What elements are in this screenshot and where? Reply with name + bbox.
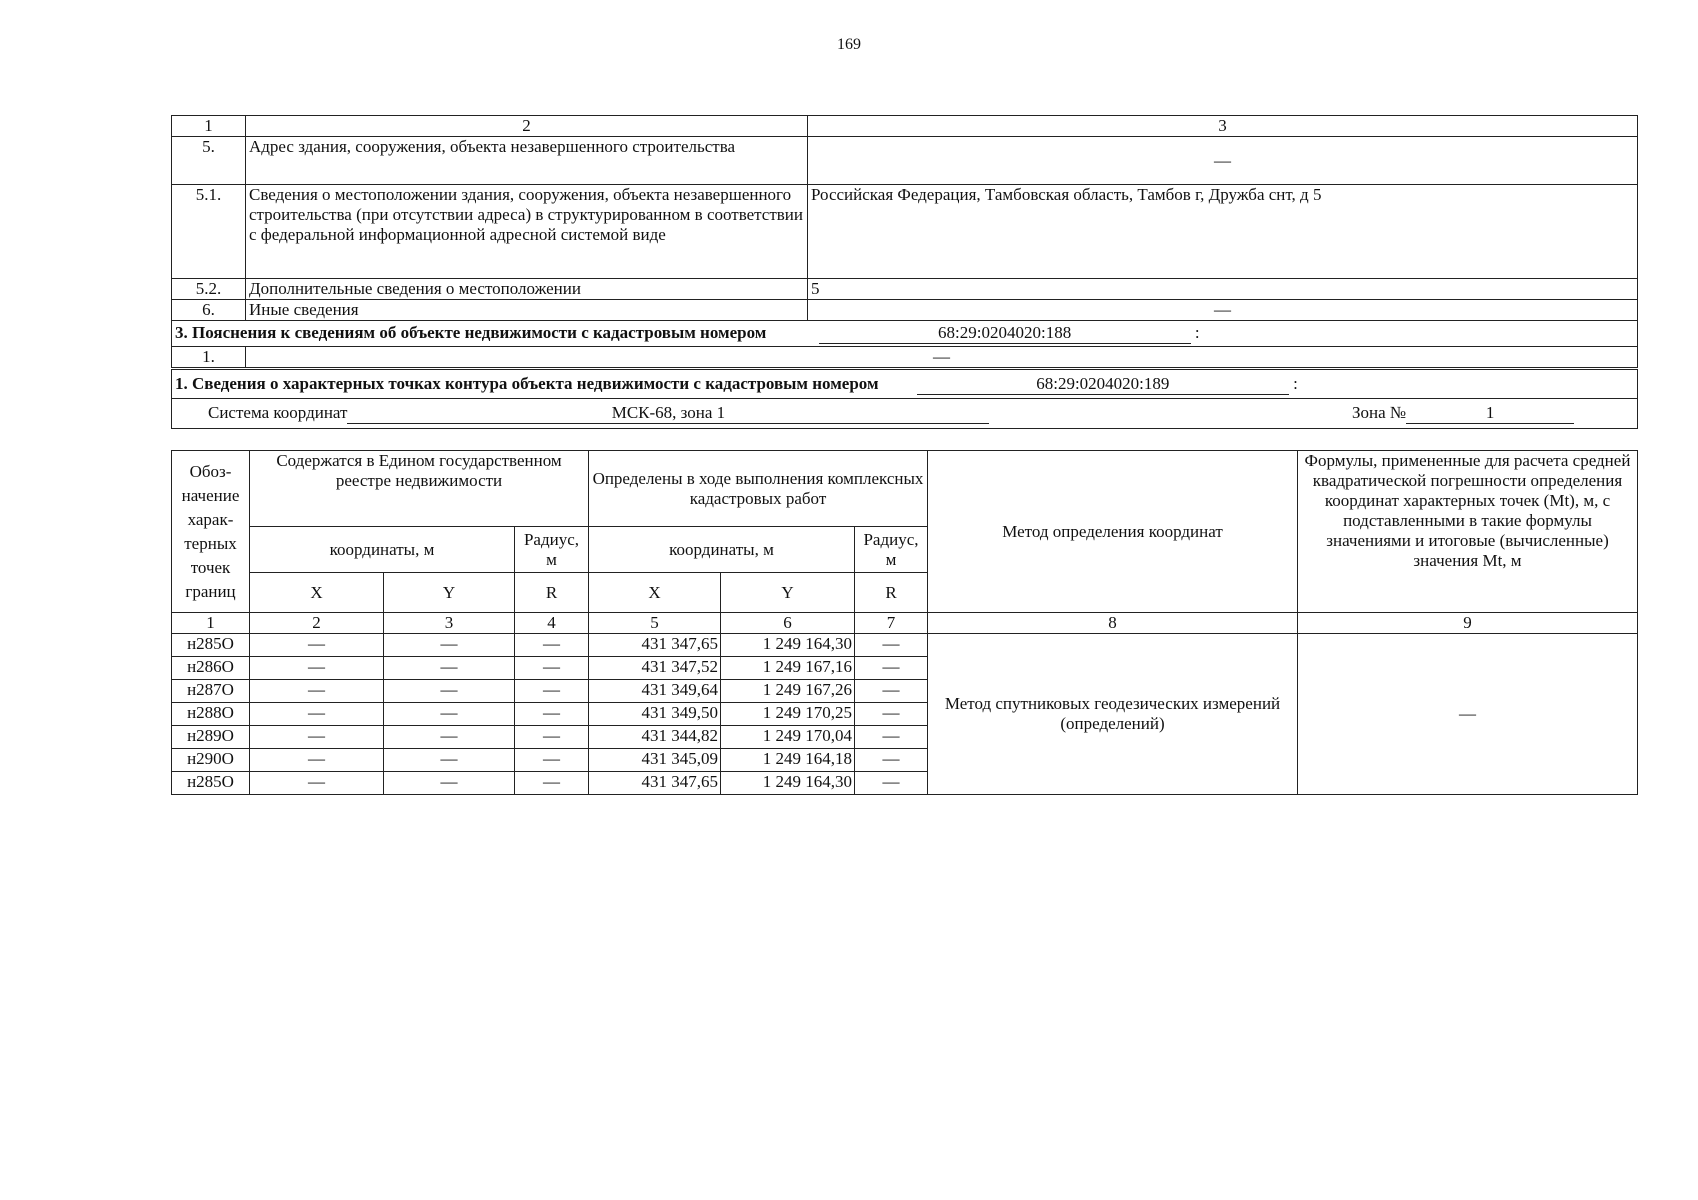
row-number: 5.2. [172, 279, 246, 300]
header-cell: 3 [808, 116, 1638, 137]
x-value: 431 345,09 [589, 749, 721, 772]
y-value: 1 249 170,25 [721, 703, 855, 726]
column-number: 2 [250, 613, 384, 634]
section3-cadastral-number: 68:29:0204020:188 [819, 323, 1191, 344]
row-label: Адрес здания, сооружения, объекта незавершенного строительства [246, 137, 808, 185]
row-value: 5 [808, 279, 1638, 300]
column-number: 1 [172, 613, 250, 634]
y-egrn: — [384, 657, 515, 680]
r-egrn: — [515, 726, 589, 749]
point-id: н285О [172, 634, 250, 657]
header-kkr: Определены в ходе выполнения комплексных кадастровых работ [589, 451, 928, 527]
x-value: 431 347,65 [589, 772, 721, 795]
header-radius-egrn: Радиус, м [515, 527, 589, 573]
r-value: — [855, 726, 928, 749]
x-value: 431 347,65 [589, 634, 721, 657]
header-cell: 1 [172, 116, 246, 137]
header-coords-egrn: координаты, м [250, 527, 515, 573]
point-id: н285О [172, 772, 250, 795]
header-designation: Обоз-начение харак-терных точек границ [172, 451, 250, 613]
formula-value: — [1298, 634, 1638, 795]
r-egrn: — [515, 703, 589, 726]
section1-title-cell [172, 369, 1638, 399]
x-value: 431 347,52 [589, 657, 721, 680]
row-value: Российская Федерация, Тамбовская область, Тамбов г, Дружба снт, д 5 [808, 185, 1638, 279]
y-value: 1 249 170,04 [721, 726, 855, 749]
column-number: 6 [721, 613, 855, 634]
x-egrn: — [250, 634, 384, 657]
r-egrn: — [515, 657, 589, 680]
x-egrn: — [250, 749, 384, 772]
y-value: 1 249 164,30 [721, 772, 855, 795]
column-number-row [172, 613, 1638, 634]
y-egrn: — [384, 680, 515, 703]
row-number: 1. [172, 347, 246, 369]
coord-system-row [172, 399, 1638, 429]
table-row [172, 137, 1638, 185]
x-value: 431 349,64 [589, 680, 721, 703]
y-value: 1 249 164,30 [721, 634, 855, 657]
x-value: 431 349,50 [589, 703, 721, 726]
r-value: — [855, 657, 928, 680]
r-egrn: — [515, 680, 589, 703]
header-row [172, 451, 1638, 527]
y-egrn: — [384, 772, 515, 795]
y-value: 1 249 167,16 [721, 657, 855, 680]
column-number: 8 [928, 613, 1298, 634]
x-egrn: — [250, 703, 384, 726]
section3-title-cell [172, 321, 1638, 347]
table-row [172, 634, 1638, 657]
r-value: — [855, 634, 928, 657]
y-value: 1 249 167,26 [721, 680, 855, 703]
column-number: 9 [1298, 613, 1638, 634]
column-number: 7 [855, 613, 928, 634]
row-label: Иные сведения [246, 300, 808, 321]
y-egrn: — [384, 703, 515, 726]
object-info-table [171, 115, 1638, 429]
section3-title-row [172, 321, 1638, 347]
table-row [172, 347, 1638, 369]
r-egrn: — [515, 749, 589, 772]
row-number: 5. [172, 137, 246, 185]
r-value: — [855, 772, 928, 795]
header-radius-kkr: Радиус, м [855, 527, 928, 573]
section1-cadastral-number: 68:29:0204020:189 [917, 374, 1289, 395]
header-r: R [855, 573, 928, 613]
table-header-row [172, 116, 1638, 137]
point-id: н288О [172, 703, 250, 726]
r-value: — [855, 749, 928, 772]
row-number: 5.1. [172, 185, 246, 279]
r-egrn: — [515, 634, 589, 657]
point-id: н289О [172, 726, 250, 749]
header-y: Y [384, 573, 515, 613]
y-egrn: — [384, 749, 515, 772]
r-egrn: — [515, 772, 589, 795]
header-y: Y [721, 573, 855, 613]
header-formulas: Формулы, примененные для расчета средней квадратической погрешности определения координат характерных точек (Mt), м, с подставленными в такие формулы значениями и итоговые (вычисленные) значения Mt, м [1298, 451, 1638, 613]
x-egrn: — [250, 680, 384, 703]
row-value: — [246, 347, 1638, 369]
table-row [172, 300, 1638, 321]
header-egrn: Содержатся в Едином государственном реестре недвижимости [250, 451, 589, 527]
header-x: X [250, 573, 384, 613]
section3-title: 3. Пояснения к сведениям об объекте недвижимости с кадастровым номером [175, 323, 767, 342]
zone-label: Зона № [1351, 403, 1407, 422]
coord-system-label: Система координат [208, 403, 348, 422]
row-label: Сведения о местоположении здания, сооружения, объекта незавершенного строительства (при отсутствии адреса) в структурированном в соответствии с федеральной информационной адресной системой виде [246, 185, 808, 279]
coordinates-table [171, 450, 1638, 795]
column-number: 4 [515, 613, 589, 634]
coord-system-cell [172, 399, 1638, 429]
page-number: 169 [837, 36, 861, 53]
y-egrn: — [384, 634, 515, 657]
point-id: н287О [172, 680, 250, 703]
row-value: — [808, 300, 1638, 321]
header-r: R [515, 573, 589, 613]
section1-suffix: : [1293, 373, 1298, 393]
header-x: X [589, 573, 721, 613]
x-egrn: — [250, 726, 384, 749]
header-cell: 2 [246, 116, 808, 137]
point-id: н286О [172, 657, 250, 680]
y-value: 1 249 164,18 [721, 749, 855, 772]
table-row [172, 185, 1638, 279]
row-number: 6. [172, 300, 246, 321]
y-egrn: — [384, 726, 515, 749]
column-number: 5 [589, 613, 721, 634]
row-label: Дополнительные сведения о местоположении [246, 279, 808, 300]
zone-value: 1 [1406, 403, 1574, 424]
x-egrn: — [250, 772, 384, 795]
method-value: Метод спутниковых геодезических измерений (определений) [928, 634, 1298, 795]
section1-title-row [172, 369, 1638, 399]
header-coords-kkr: координаты, м [589, 527, 855, 573]
x-value: 431 344,82 [589, 726, 721, 749]
coord-system-value: МСК-68, зона 1 [347, 403, 989, 424]
header-method: Метод определения координат [928, 451, 1298, 613]
section1-title: 1. Сведения о характерных точках контура объекта недвижимости с кадастровым номером [175, 373, 879, 393]
table-row [172, 279, 1638, 300]
point-id: н290О [172, 749, 250, 772]
section3-suffix: : [1194, 323, 1200, 342]
r-value: — [855, 680, 928, 703]
x-egrn: — [250, 657, 384, 680]
column-number: 3 [384, 613, 515, 634]
r-value: — [855, 703, 928, 726]
row-value: — [808, 137, 1638, 185]
